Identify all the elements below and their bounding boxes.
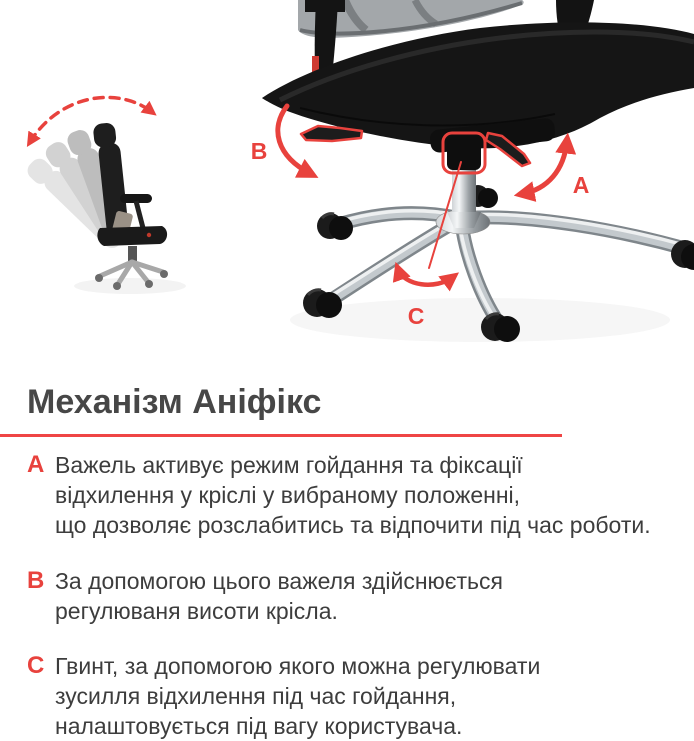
item-a-line-1: Важель активує режим гойдання та фіксації — [55, 452, 523, 478]
item-bullet-a: A — [27, 451, 45, 478]
item-b-line-2: регулюваня висоти крісла. — [55, 598, 338, 624]
mechanism-item-b — [27, 566, 694, 626]
inset-tilt-illustration — [24, 97, 186, 294]
mechanism-section — [0, 358, 694, 741]
tilt-range-arrow — [30, 97, 152, 142]
inset-shadow — [74, 278, 186, 294]
hero-image — [0, 0, 694, 358]
item-b-line-1: За допомогою цього важеля здійснюється — [55, 568, 503, 594]
annotation-letter-c: C — [407, 303, 425, 329]
mechanism-item-c — [27, 651, 694, 741]
item-a-line-3: що дозволяє розслабитись та відпочити під час роботи. — [55, 512, 651, 538]
annotation-letter-b: B — [250, 138, 268, 164]
item-text-b — [55, 566, 503, 626]
item-text-c — [55, 651, 540, 741]
item-c-line-3: налаштовується під вагу користувача. — [55, 713, 463, 739]
arrow-c — [398, 269, 453, 285]
item-bullet-b: B — [27, 567, 45, 594]
annotation-letter-a: A — [572, 172, 590, 198]
item-bullet-c: C — [27, 652, 45, 679]
item-c-line-2: зусилля відхилення під час гойдання, — [55, 683, 457, 709]
mechanism-item-a — [27, 450, 694, 540]
item-c-line-1: Гвинт, за допомогою якого можна регулювати — [55, 653, 541, 679]
chair-mechanism-illustration — [0, 0, 694, 358]
arrow-a — [522, 141, 567, 194]
title-divider — [0, 434, 562, 437]
item-a-line-2: відхилення у кріслі у вибраному положенні, — [55, 482, 521, 508]
section-title: Механізм Аніфікс — [27, 383, 322, 421]
item-text-a — [55, 450, 651, 540]
chair-base-photo — [251, 0, 694, 342]
